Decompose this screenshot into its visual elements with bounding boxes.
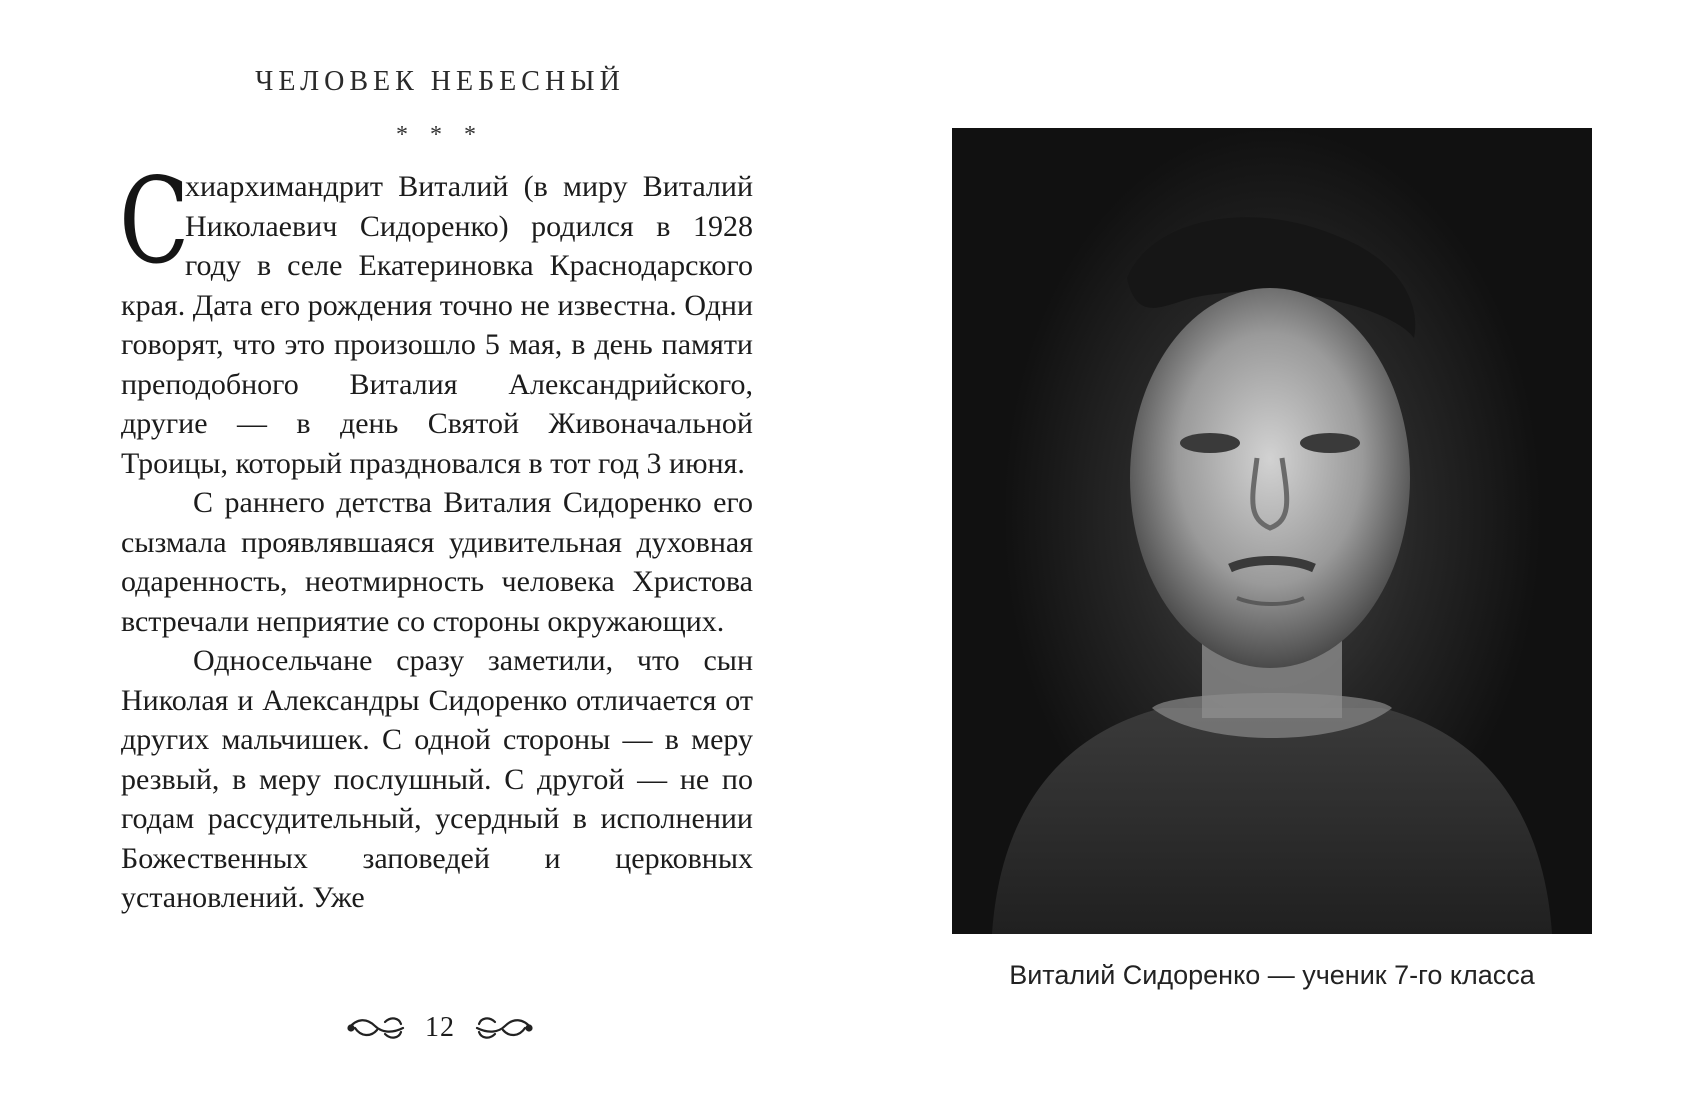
portrait-figure xyxy=(952,128,1592,934)
photo-caption: Виталий Сидоренко — ученик 7-го класса xyxy=(1009,960,1535,990)
portrait-photo xyxy=(952,128,1592,934)
left-ornament-icon xyxy=(345,1013,409,1043)
paragraph-3: Односельчане сразу заметили, что сын Николая и Александры Сидоренко отличается от других мальчишек. С одной стороны — в меру резвый, в меру послушный. С другой — не по годам рассудительный, усердный в исполнении Божественных заповедей и церковных установлений. Уже xyxy=(121,644,753,914)
section-break-asterism: * * * xyxy=(396,122,484,148)
page-footer xyxy=(290,1012,590,1044)
right-ornament-icon xyxy=(471,1013,535,1043)
page-number: 12 xyxy=(425,1012,455,1043)
paragraph-2: С раннего детства Виталия Сидоренко его сызмала проявлявшаяся удивительная духовная одаренность, неотмирность человека Христова встречали неприятие со стороны окружающих. xyxy=(121,486,753,638)
drop-cap: С xyxy=(119,152,190,290)
running-head: ЧЕЛОВЕК НЕБЕСНЫЙ xyxy=(255,66,625,97)
body-text xyxy=(119,152,753,918)
paragraph-1 xyxy=(119,152,753,483)
paragraph-1-text: хиархимандрит Виталий (в миру Виталий Николаевич Сидоренко) родился в 1928 году в селе Екатериновка Краснодарского края. Дата его рождения точно не известна. Одни говорят, что это произошло 5 мая, в день памяти преподобного Виталия Александрийского, другие — в день Святой Живоначальной Троицы, который праздновался в тот год 3 июня. xyxy=(121,170,753,480)
